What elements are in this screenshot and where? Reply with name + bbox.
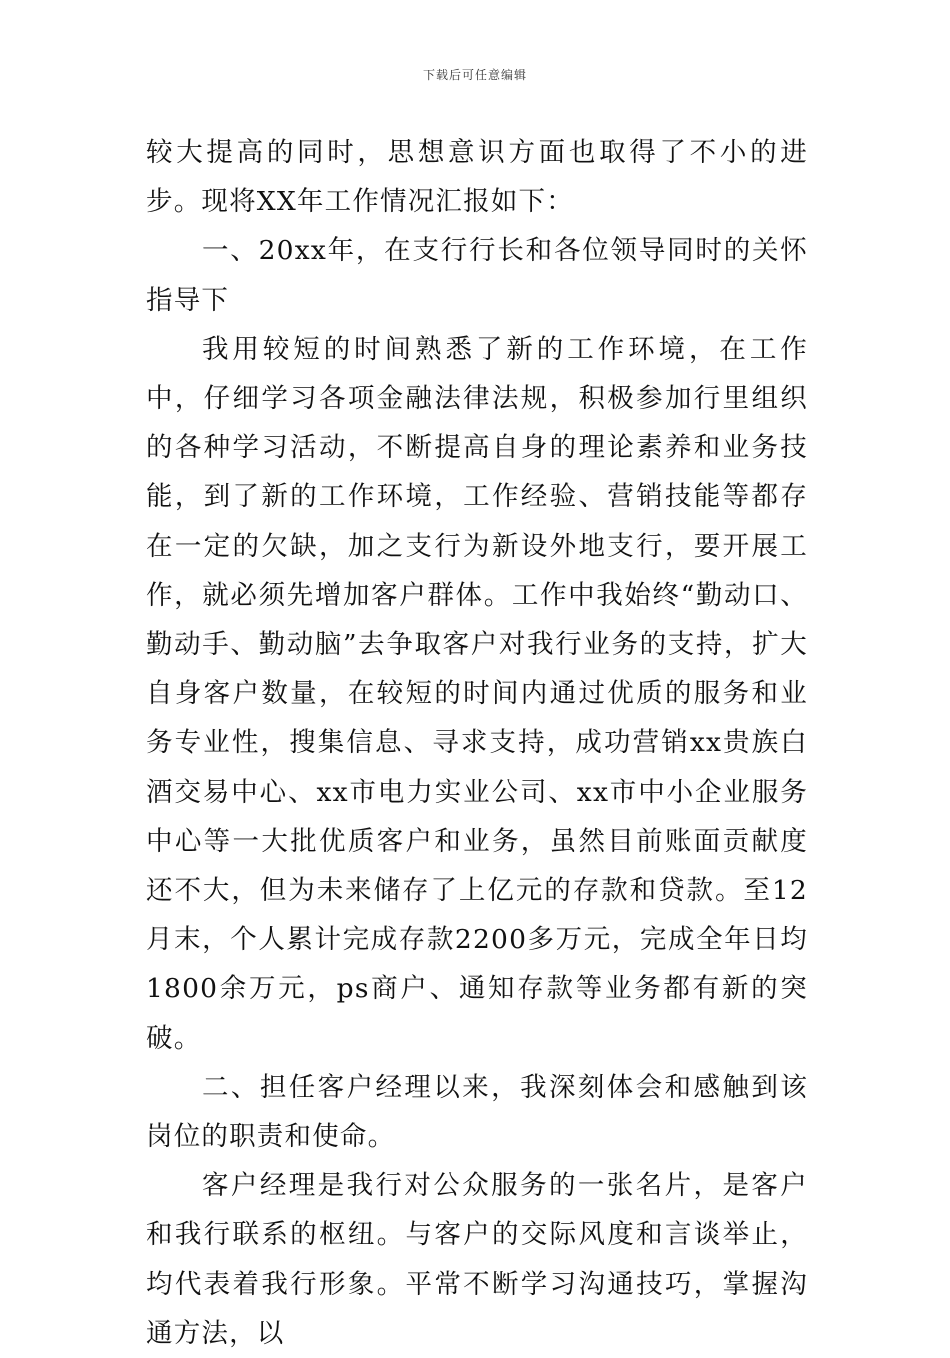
paragraph: 较大提高的同时，思想意识方面也取得了不小的进步。现将XX年工作情况汇报如下： bbox=[146, 137, 808, 218]
paragraph: 我用较短的时间熟悉了新的工作环境，在工作中，仔细学习各项金融法律法规，积极参加行里组织的各种学习活动，不断提高自身的理论素养和业务技能，到了新的工作环境，工作经验、营销技能等都存在一定的欠缺，加之支行为新设外地支行，要开展工作，就必须先增加客户群体。工作中我始终“勤动口、勤动手、勤动脑”去争取客户对我行业务的支持，扩大自身客户数量，在较短的时间内通过优质的服务和业务专业性，搜集信息、寻求支持，成功营销xx贵族白酒交易中心、xx市电力实业公司、xx市中小企业服务中心等一大批优质客户和业务，虽然目前账面贡献度还不大，但为未来储存了上亿元的存款和贷款。至12月末，个人累计完成存款2200多万元，完成全年日均1800余万元，ps商户、通知存款等业务都有新的突破。 bbox=[146, 333, 808, 1054]
paragraph: 二、担任客户经理以来，我深刻体会和感触到该岗位的职责和使命。 bbox=[146, 1071, 808, 1153]
header-note: 下载后可任意编辑 bbox=[422, 68, 527, 82]
paragraph: 客户经理是我行对公众服务的一张名片，是客户和我行联系的枢纽。与客户的交际风度和言谈举止，均代表着我行形象。平常不断学习沟通技巧，掌握沟通方法，以 bbox=[146, 1170, 808, 1349]
paragraph: 一、20xx年，在支行行长和各位领导同时的关怀指导下 bbox=[146, 235, 808, 316]
document-body bbox=[146, 128, 808, 1358]
